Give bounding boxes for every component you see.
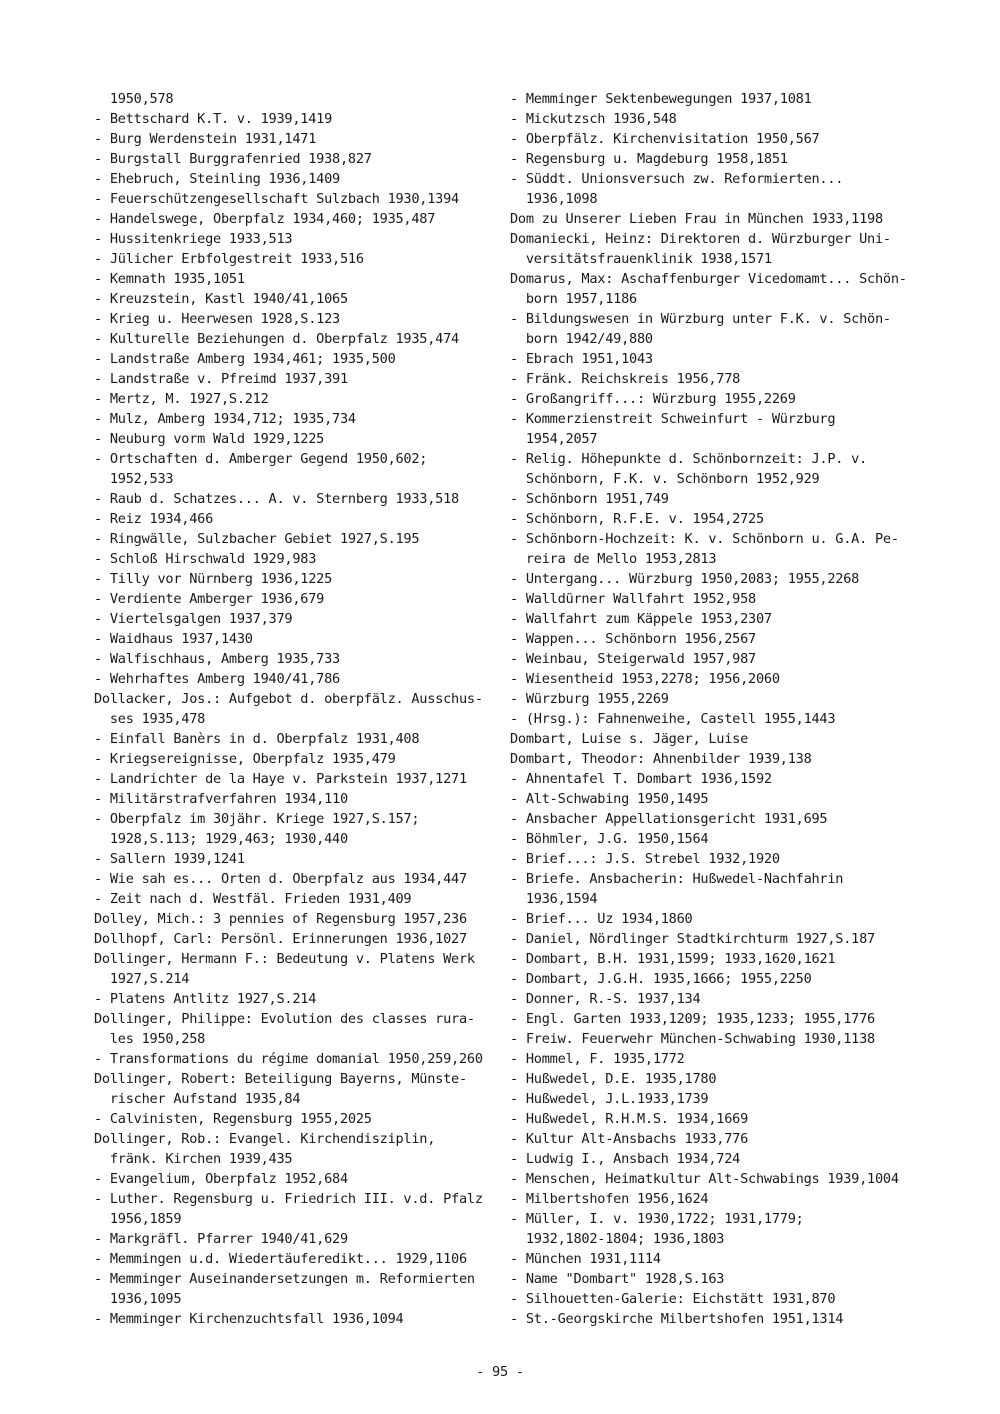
- index-line: - Burg Werdenstein 1931,1471: [94, 131, 317, 147]
- index-line: 1928,S.113; 1929,463; 1930,440: [94, 831, 348, 847]
- index-line: - Süddt. Unionsversuch zw. Reformierten...: [510, 171, 844, 187]
- index-line: fränk. Kirchen 1939,435: [94, 1151, 293, 1167]
- index-line: - Walfischhaus, Amberg 1935,733: [94, 651, 340, 667]
- index-line: - Tilly vor Nürnberg 1936,1225: [94, 571, 333, 587]
- index-line: - Ansbacher Appellationsgericht 1931,695: [510, 811, 828, 827]
- index-line: Dom zu Unserer Lieben Frau in München 1933,1198: [510, 211, 883, 227]
- index-line: - Kemnath 1935,1051: [94, 271, 245, 287]
- index-line: - Hußwedel, J.L.1933,1739: [510, 1091, 709, 1107]
- index-line: - Sallern 1939,1241: [94, 851, 245, 867]
- index-line: - Dombart, J.G.H. 1935,1666; 1955,2250: [510, 971, 812, 987]
- index-line: - Krieg u. Heerwesen 1928,S.123: [94, 311, 340, 327]
- index-line: - Landstraße v. Pfreimd 1937,391: [94, 371, 348, 387]
- index-line: - Ahnentafel T. Dombart 1936,1592: [510, 771, 772, 787]
- index-line: - Ludwig I., Ansbach 1934,724: [510, 1151, 741, 1167]
- index-line: - Regensburg u. Magdeburg 1958,1851: [510, 151, 788, 167]
- index-line: - Name "Dombart" 1928,S.163: [510, 1271, 725, 1287]
- index-line: - Evangelium, Oberpfalz 1952,684: [94, 1171, 348, 1187]
- index-line: les 1950,258: [94, 1031, 206, 1047]
- index-line: - Donner, R.-S. 1937,134: [510, 991, 701, 1007]
- index-line: - Kommerzienstreit Schweinfurt - Würzburg: [510, 411, 836, 427]
- index-line: 1952,533: [94, 471, 174, 487]
- index-line: Dollinger, Philippe: Evolution des classes rura-: [94, 1011, 475, 1027]
- index-line: - Müller, I. v. 1930,1722; 1931,1779;: [510, 1211, 804, 1227]
- index-line: Dollinger, Hermann F.: Bedeutung v. Platens Werk: [94, 951, 475, 967]
- index-line: - Hussitenkriege 1933,513: [94, 231, 293, 247]
- index-line: Domarus, Max: Aschaffenburger Vicedomamt... Schön-: [510, 271, 907, 287]
- index-line: - Memminger Auseinandersetzungen m. Reformierten: [94, 1271, 475, 1287]
- index-line: - Reiz 1934,466: [94, 511, 214, 527]
- index-line: 1927,S.214: [94, 971, 190, 987]
- index-line: - Fränk. Reichskreis 1956,778: [510, 371, 741, 387]
- index-line: - Walldürner Wallfahrt 1952,958: [510, 591, 756, 607]
- index-line: - Verdiente Amberger 1936,679: [94, 591, 325, 607]
- index-line: - St.-Georgskirche Milbertshofen 1951,1314: [510, 1311, 844, 1327]
- index-line: - Raub d. Schatzes... A. v. Sternberg 1933,518: [94, 491, 459, 507]
- index-line: - Engl. Garten 1933,1209; 1935,1233; 1955,1776: [510, 1011, 875, 1027]
- index-line: - Wappen... Schönborn 1956,2567: [510, 631, 756, 647]
- index-line: 1950,578: [94, 91, 174, 107]
- index-line: - Calvinisten, Regensburg 1955,2025: [94, 1111, 372, 1127]
- index-line: - Alt-Schwabing 1950,1495: [510, 791, 709, 807]
- index-line: rischer Aufstand 1935,84: [94, 1091, 301, 1107]
- index-line: - Oberpfalz im 30jähr. Kriege 1927,S.157;: [94, 811, 420, 827]
- index-line: - Luther. Regensburg u. Friedrich III. v.d. Pfalz: [94, 1191, 483, 1207]
- index-line: - Handelswege, Oberpfalz 1934,460; 1935,487: [94, 211, 436, 227]
- index-line: 1936,1098: [510, 191, 598, 207]
- index-line: - Kriegsereignisse, Oberpfalz 1935,479: [94, 751, 396, 767]
- index-line: - Schönborn 1951,749: [510, 491, 669, 507]
- index-line: - Weinbau, Steigerwald 1957,987: [510, 651, 756, 667]
- page-number: - 95 -: [476, 1364, 524, 1380]
- index-line: - Landrichter de la Haye v. Parkstein 1937,1271: [94, 771, 467, 787]
- index-line: - Kreuzstein, Kastl 1940/41,1065: [94, 291, 348, 307]
- index-line: Domaniecki, Heinz: Direktoren d. Würzburger Uni-: [510, 231, 891, 247]
- index-line: ses 1935,478: [94, 711, 206, 727]
- index-line: - Freiw. Feuerwehr München-Schwabing 1930,1138: [510, 1031, 875, 1047]
- index-line: - (Hrsg.): Fahnenweihe, Castell 1955,1443: [510, 711, 836, 727]
- index-line: - Bildungswesen in Würzburg unter F.K. v. Schön-: [510, 311, 891, 327]
- index-line: - Ebrach 1951,1043: [510, 351, 653, 367]
- index-line: Dolley, Mich.: 3 pennies of Regensburg 1957,236: [94, 911, 467, 927]
- index-line: - Ortschaften d. Amberger Gegend 1950,602;: [94, 451, 428, 467]
- index-line: - Mertz, M. 1927,S.212: [94, 391, 269, 407]
- index-line: - Waidhaus 1937,1430: [94, 631, 253, 647]
- index-line: - Kulturelle Beziehungen d. Oberpfalz 1935,474: [94, 331, 459, 347]
- index-line: - Memmingen u.d. Wiedertäuferedikt... 1929,1106: [94, 1251, 467, 1267]
- index-line: - Platens Antlitz 1927,S.214: [94, 991, 317, 1007]
- index-line: 1936,1594: [510, 891, 598, 907]
- index-line: reira de Mello 1953,2813: [510, 551, 717, 567]
- index-line: - Wehrhaftes Amberg 1940/41,786: [94, 671, 340, 687]
- index-line: Dombart, Luise s. Jäger, Luise: [510, 731, 749, 747]
- index-line: - Memminger Kirchenzuchtsfall 1936,1094: [94, 1311, 404, 1327]
- index-line: - Schönborn, R.F.E. v. 1954,2725: [510, 511, 764, 527]
- index-line: - Feuerschützengesellschaft Sulzbach 1930,1394: [94, 191, 459, 207]
- right-column: [510, 89, 910, 1329]
- index-line: - Mickutzsch 1936,548: [510, 111, 677, 127]
- index-line: - Daniel, Nördlinger Stadtkirchturm 1927,S.187: [510, 931, 875, 947]
- index-line: - München 1931,1114: [510, 1251, 661, 1267]
- index-line: born 1957,1186: [510, 291, 637, 307]
- index-line: Dollinger, Robert: Beteiligung Bayerns, Münste-: [94, 1071, 467, 1087]
- index-line: - Großangriff...: Würzburg 1955,2269: [510, 391, 796, 407]
- index-line: - Brief... Uz 1934,1860: [510, 911, 693, 927]
- index-line: 1936,1095: [94, 1291, 182, 1307]
- index-line: born 1942/49,880: [510, 331, 653, 347]
- index-line: 1956,1859: [94, 1211, 182, 1227]
- index-line: - Zeit nach d. Westfäl. Frieden 1931,409: [94, 891, 412, 907]
- index-line: - Dombart, B.H. 1931,1599; 1933,1620,1621: [510, 951, 836, 967]
- index-line: - Transformations du régime domanial 1950,259,260: [94, 1051, 483, 1067]
- index-line: versitätsfrauenklinik 1938,1571: [510, 251, 772, 267]
- index-line: 1954,2057: [510, 431, 598, 447]
- index-line: - Böhmler, J.G. 1950,1564: [510, 831, 709, 847]
- index-line: - Wallfahrt zum Käppele 1953,2307: [510, 611, 772, 627]
- index-line: - Hußwedel, D.E. 1935,1780: [510, 1071, 717, 1087]
- index-line: - Brief...: J.S. Strebel 1932,1920: [510, 851, 780, 867]
- index-line: 1932,1802-1804; 1936,1803: [510, 1231, 725, 1247]
- index-line: - Wiesentheid 1953,2278; 1956,2060: [510, 671, 780, 687]
- index-line: - Bettschard K.T. v. 1939,1419: [94, 111, 333, 127]
- index-line: Dombart, Theodor: Ahnenbilder 1939,138: [510, 751, 812, 767]
- index-line: Dollhopf, Carl: Persönl. Erinnerungen 1936,1027: [94, 931, 467, 947]
- index-line: - Neuburg vorm Wald 1929,1225: [94, 431, 325, 447]
- index-line: Dollacker, Jos.: Aufgebot d. oberpfälz. Ausschus-: [94, 691, 483, 707]
- index-line: - Militärstrafverfahren 1934,110: [94, 791, 348, 807]
- left-column: [94, 89, 494, 1329]
- index-line: - Memminger Sektenbewegungen 1937,1081: [510, 91, 812, 107]
- index-line: - Schönborn-Hochzeit: K. v. Schönborn u. G.A. Pe-: [510, 531, 899, 547]
- index-line: - Silhouetten-Galerie: Eichstätt 1931,870: [510, 1291, 836, 1307]
- index-line: - Schloß Hirschwald 1929,983: [94, 551, 317, 567]
- index-line: - Milbertshofen 1956,1624: [510, 1191, 709, 1207]
- index-line: - Viertelsgalgen 1937,379: [94, 611, 293, 627]
- index-line: - Jülicher Erbfolgestreit 1933,516: [94, 251, 364, 267]
- index-line: - Oberpfälz. Kirchenvisitation 1950,567: [510, 131, 820, 147]
- index-line: - Hußwedel, R.H.M.S. 1934,1669: [510, 1111, 749, 1127]
- index-line: - Wie sah es... Orten d. Oberpfalz aus 1934,447: [94, 871, 467, 887]
- index-line: - Briefe. Ansbacherin: Hußwedel-Nachfahrin: [510, 871, 844, 887]
- index-line: - Ringwälle, Sulzbacher Gebiet 1927,S.195: [94, 531, 420, 547]
- index-line: Dollinger, Rob.: Evangel. Kirchendisziplin,: [94, 1131, 436, 1147]
- index-line: - Untergang... Würzburg 1950,2083; 1955,2268: [510, 571, 860, 587]
- index-line: - Burgstall Burggrafenried 1938,827: [94, 151, 372, 167]
- index-line: - Menschen, Heimatkultur Alt-Schwabings 1939,1004: [510, 1171, 899, 1187]
- index-line: - Relig. Höhepunkte d. Schönbornzeit: J.P. v.: [510, 451, 868, 467]
- index-line: Schönborn, F.K. v. Schönborn 1952,929: [510, 471, 820, 487]
- index-line: - Hommel, F. 1935,1772: [510, 1051, 685, 1067]
- index-line: - Ehebruch, Steinling 1936,1409: [94, 171, 340, 187]
- index-line: - Markgräfl. Pfarrer 1940/41,629: [94, 1231, 348, 1247]
- index-line: - Einfall Banèrs in d. Oberpfalz 1931,408: [94, 731, 420, 747]
- index-line: - Mulz, Amberg 1934,712; 1935,734: [94, 411, 356, 427]
- index-line: - Würzburg 1955,2269: [510, 691, 669, 707]
- index-line: - Landstraße Amberg 1934,461; 1935,500: [94, 351, 396, 367]
- index-line: - Kultur Alt-Ansbachs 1933,776: [510, 1131, 749, 1147]
